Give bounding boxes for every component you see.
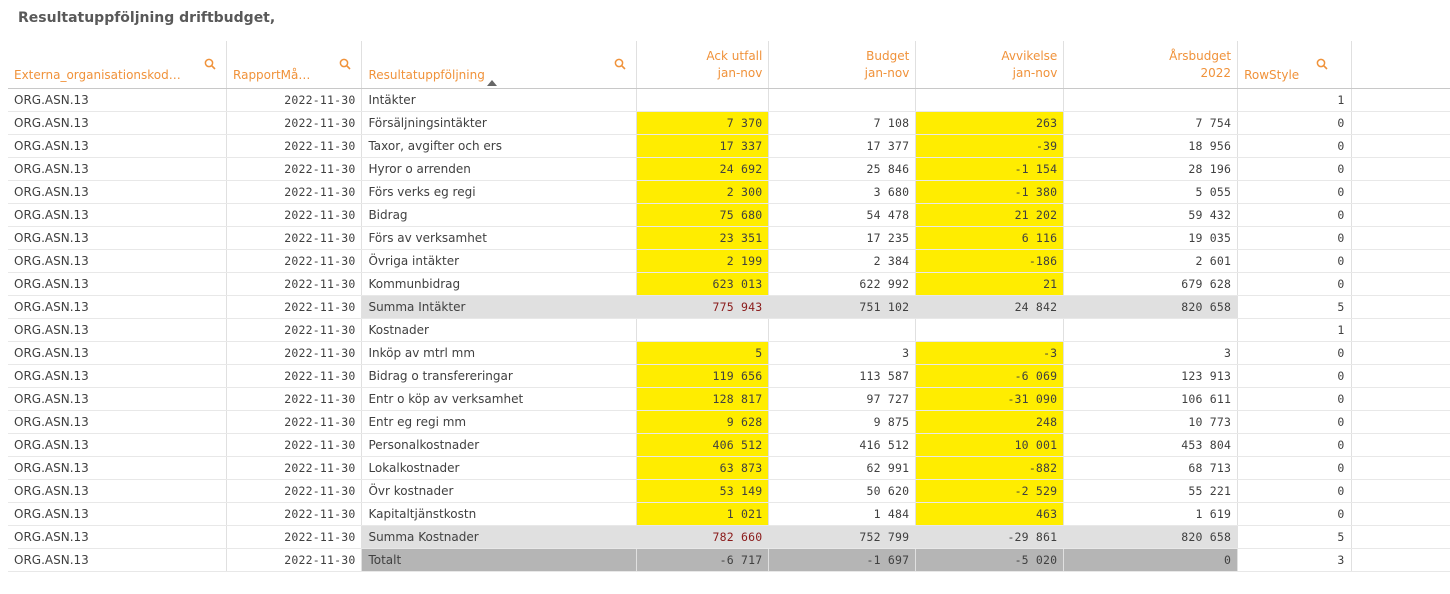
cell-ack-utfall[interactable]: 782 660 [637, 525, 769, 548]
cell-result[interactable]: Övr kostnader [362, 479, 637, 502]
cell-rowstyle[interactable]: 0 [1238, 479, 1351, 502]
cell-rowstyle[interactable]: 0 [1238, 111, 1351, 134]
cell-arsbudget[interactable]: 7 754 [1064, 111, 1238, 134]
cell-filler[interactable] [1351, 180, 1450, 203]
cell-result[interactable]: Hyror o arrenden [362, 157, 637, 180]
cell-avvikelse[interactable]: -3 [916, 341, 1064, 364]
cell-month[interactable]: 2022-11-30 [227, 364, 362, 387]
cell-arsbudget[interactable]: 55 221 [1064, 479, 1238, 502]
search-icon[interactable] [339, 58, 351, 70]
cell-rowstyle[interactable]: 0 [1238, 387, 1351, 410]
cell-rowstyle[interactable]: 5 [1238, 295, 1351, 318]
cell-org[interactable]: ORG.ASN.13 [8, 479, 227, 502]
cell-ack-utfall[interactable]: 2 300 [637, 180, 769, 203]
cell-month[interactable]: 2022-11-30 [227, 249, 362, 272]
cell-rowstyle[interactable]: 0 [1238, 226, 1351, 249]
column-header-avvikelse[interactable] [916, 41, 1064, 88]
cell-month[interactable]: 2022-11-30 [227, 180, 362, 203]
cell-budget[interactable]: 622 992 [769, 272, 916, 295]
cell-arsbudget[interactable]: 453 804 [1064, 433, 1238, 456]
table-row[interactable] [8, 502, 1450, 525]
header-row [8, 41, 1450, 88]
cell-month[interactable]: 2022-11-30 [227, 203, 362, 226]
cell-budget[interactable]: 50 620 [769, 479, 916, 502]
cell-rowstyle[interactable]: 0 [1238, 456, 1351, 479]
cell-budget[interactable]: 113 587 [769, 364, 916, 387]
cell-month[interactable]: 2022-11-30 [227, 456, 362, 479]
cell-arsbudget[interactable]: 820 658 [1064, 525, 1238, 548]
cell-avvikelse[interactable]: -882 [916, 456, 1064, 479]
cell-org[interactable]: ORG.ASN.13 [8, 525, 227, 548]
cell-result[interactable]: Förs av verksamhet [362, 226, 637, 249]
cell-arsbudget[interactable]: 2 601 [1064, 249, 1238, 272]
cell-month[interactable]: 2022-11-30 [227, 433, 362, 456]
cell-rowstyle[interactable]: 0 [1238, 433, 1351, 456]
table-row[interactable] [8, 88, 1450, 111]
column-filler [1351, 41, 1450, 88]
cell-month[interactable]: 2022-11-30 [227, 226, 362, 249]
cell-result[interactable]: Summa Intäkter [362, 295, 637, 318]
table-row[interactable] [8, 410, 1450, 433]
cell-budget[interactable]: 3 [769, 341, 916, 364]
table-row[interactable] [8, 387, 1450, 410]
cell-org[interactable]: ORG.ASN.13 [8, 364, 227, 387]
cell-org[interactable]: ORG.ASN.13 [8, 387, 227, 410]
cell-result[interactable]: Entr eg regi mm [362, 410, 637, 433]
cell-budget[interactable]: 1 484 [769, 502, 916, 525]
cell-rowstyle[interactable]: 1 [1238, 318, 1351, 341]
cell-filler[interactable] [1351, 134, 1450, 157]
cell-budget[interactable]: 62 991 [769, 456, 916, 479]
table-row[interactable] [8, 433, 1450, 456]
cell-org[interactable]: ORG.ASN.13 [8, 548, 227, 571]
cell-budget[interactable] [769, 88, 916, 111]
cell-arsbudget[interactable] [1064, 318, 1238, 341]
column-header-budget[interactable] [769, 41, 916, 88]
cell-ack-utfall[interactable]: 623 013 [637, 272, 769, 295]
column-avvikelse-label-line1: Avvikelse [1001, 48, 1058, 63]
cell-arsbudget[interactable]: 68 713 [1064, 456, 1238, 479]
cell-filler[interactable] [1351, 157, 1450, 180]
cell-result[interactable]: Personalkostnader [362, 433, 637, 456]
cell-rowstyle[interactable]: 0 [1238, 203, 1351, 226]
table-row[interactable] [8, 548, 1450, 571]
cell-filler[interactable] [1351, 203, 1450, 226]
cell-budget[interactable]: 7 108 [769, 111, 916, 134]
cell-result[interactable]: Entr o köp av verksamhet [362, 387, 637, 410]
cell-ack-utfall[interactable]: 119 656 [637, 364, 769, 387]
cell-filler[interactable] [1351, 341, 1450, 364]
column-ack-label-line2: jan-nov [717, 65, 763, 80]
cell-arsbudget[interactable]: 0 [1064, 548, 1238, 571]
cell-org[interactable]: ORG.ASN.13 [8, 88, 227, 111]
table-row[interactable] [8, 272, 1450, 295]
cell-filler[interactable] [1351, 226, 1450, 249]
cell-filler[interactable] [1351, 433, 1450, 456]
cell-rowstyle[interactable]: 0 [1238, 364, 1351, 387]
cell-ack-utfall[interactable] [637, 88, 769, 111]
cell-rowstyle[interactable]: 3 [1238, 548, 1351, 571]
cell-ack-utfall[interactable]: 17 337 [637, 134, 769, 157]
cell-arsbudget[interactable]: 3 [1064, 341, 1238, 364]
sheet-title: Resultatuppföljning driftbudget, [18, 10, 276, 26]
cell-month[interactable]: 2022-11-30 [227, 134, 362, 157]
cell-month[interactable]: 2022-11-30 [227, 88, 362, 111]
cell-arsbudget[interactable]: 106 611 [1064, 387, 1238, 410]
column-header-arsbudget[interactable] [1064, 41, 1238, 88]
table-row[interactable] [8, 456, 1450, 479]
cell-filler[interactable] [1351, 272, 1450, 295]
table-row[interactable] [8, 249, 1450, 272]
search-icon[interactable] [614, 58, 626, 70]
column-result-label: Resultatuppföljning [368, 67, 485, 82]
cell-ack-utfall[interactable]: 63 873 [637, 456, 769, 479]
cell-org[interactable]: ORG.ASN.13 [8, 226, 227, 249]
cell-month[interactable]: 2022-11-30 [227, 548, 362, 571]
cell-result[interactable]: Inköp av mtrl mm [362, 341, 637, 364]
cell-filler[interactable] [1351, 318, 1450, 341]
table-row[interactable] [8, 180, 1450, 203]
cell-ack-utfall[interactable]: 2 199 [637, 249, 769, 272]
cell-rowstyle[interactable]: 0 [1238, 180, 1351, 203]
cell-rowstyle[interactable]: 0 [1238, 134, 1351, 157]
column-rowstyle-label: RowStyle [1244, 67, 1300, 82]
cell-result[interactable]: Kapitaltjänstkostn [362, 502, 637, 525]
column-budget-label-line1: Budget [866, 48, 910, 63]
cell-result[interactable]: Övriga intäkter [362, 249, 637, 272]
cell-filler[interactable] [1351, 88, 1450, 111]
cell-ack-utfall[interactable]: 75 680 [637, 203, 769, 226]
cell-filler[interactable] [1351, 548, 1450, 571]
cell-org[interactable]: ORG.ASN.13 [8, 272, 227, 295]
cell-rowstyle[interactable]: 0 [1238, 341, 1351, 364]
cell-filler[interactable] [1351, 410, 1450, 433]
cell-ack-utfall[interactable]: 7 370 [637, 111, 769, 134]
cell-result[interactable]: Taxor, avgifter och ers [362, 134, 637, 157]
cell-budget[interactable]: -1 697 [769, 548, 916, 571]
cell-rowstyle[interactable]: 0 [1238, 502, 1351, 525]
cell-arsbudget[interactable]: 820 658 [1064, 295, 1238, 318]
cell-month[interactable]: 2022-11-30 [227, 295, 362, 318]
cell-arsbudget[interactable]: 123 913 [1064, 364, 1238, 387]
cell-ack-utfall[interactable]: 23 351 [637, 226, 769, 249]
cell-filler[interactable] [1351, 364, 1450, 387]
cell-result[interactable]: Bidrag o transfereringar [362, 364, 637, 387]
cell-arsbudget[interactable]: 19 035 [1064, 226, 1238, 249]
table-row[interactable] [8, 203, 1450, 226]
cell-ack-utfall[interactable] [637, 318, 769, 341]
search-icon[interactable] [204, 58, 216, 70]
cell-filler[interactable] [1351, 479, 1450, 502]
cell-month[interactable]: 2022-11-30 [227, 525, 362, 548]
cell-org[interactable]: ORG.ASN.13 [8, 410, 227, 433]
cell-result[interactable]: Försäljningsintäkter [362, 111, 637, 134]
cell-avvikelse[interactable]: -1 380 [916, 180, 1064, 203]
column-arsbudget-label-line2: 2022 [1200, 65, 1232, 80]
cell-org[interactable]: ORG.ASN.13 [8, 295, 227, 318]
cell-avvikelse[interactable]: 263 [916, 111, 1064, 134]
cell-filler[interactable] [1351, 502, 1450, 525]
cell-ack-utfall[interactable]: 128 817 [637, 387, 769, 410]
cell-rowstyle[interactable]: 0 [1238, 157, 1351, 180]
cell-org[interactable]: ORG.ASN.13 [8, 433, 227, 456]
cell-avvikelse[interactable]: 248 [916, 410, 1064, 433]
cell-avvikelse[interactable]: -29 861 [916, 525, 1064, 548]
table-row[interactable] [8, 111, 1450, 134]
column-month-label: RapportMå… [233, 67, 311, 82]
cell-ack-utfall[interactable]: 5 [637, 341, 769, 364]
cell-budget[interactable]: 751 102 [769, 295, 916, 318]
table-row[interactable] [8, 157, 1450, 180]
cell-arsbudget[interactable]: 10 773 [1064, 410, 1238, 433]
cell-ack-utfall[interactable]: 24 692 [637, 157, 769, 180]
cell-avvikelse[interactable]: 10 001 [916, 433, 1064, 456]
cell-avvikelse[interactable] [916, 318, 1064, 341]
cell-ack-utfall[interactable]: 406 512 [637, 433, 769, 456]
column-header-month[interactable] [227, 41, 362, 88]
cell-result[interactable]: Förs verks eg regi [362, 180, 637, 203]
cell-result[interactable]: Lokalkostnader [362, 456, 637, 479]
column-header-org[interactable] [8, 41, 227, 88]
cell-rowstyle[interactable]: 0 [1238, 410, 1351, 433]
cell-budget[interactable]: 416 512 [769, 433, 916, 456]
cell-ack-utfall[interactable]: 1 021 [637, 502, 769, 525]
cell-arsbudget[interactable]: 59 432 [1064, 203, 1238, 226]
column-header-result[interactable] [362, 41, 637, 88]
cell-avvikelse[interactable]: -1 154 [916, 157, 1064, 180]
cell-month[interactable]: 2022-11-30 [227, 341, 362, 364]
cell-ack-utfall[interactable]: 775 943 [637, 295, 769, 318]
column-avvikelse-label-line2: jan-nov [1012, 65, 1058, 80]
cell-budget[interactable]: 54 478 [769, 203, 916, 226]
cell-month[interactable]: 2022-11-30 [227, 318, 362, 341]
column-header-rowstyle[interactable] [1238, 41, 1351, 88]
cell-avvikelse[interactable]: -39 [916, 134, 1064, 157]
cell-ack-utfall[interactable]: 53 149 [637, 479, 769, 502]
cell-avvikelse[interactable]: -5 020 [916, 548, 1064, 571]
cell-arsbudget[interactable] [1064, 88, 1238, 111]
cell-rowstyle[interactable]: 0 [1238, 249, 1351, 272]
cell-budget[interactable]: 17 235 [769, 226, 916, 249]
cell-avvikelse[interactable]: -186 [916, 249, 1064, 272]
table-row[interactable] [8, 295, 1450, 318]
cell-org[interactable]: ORG.ASN.13 [8, 180, 227, 203]
cell-result[interactable]: Summa Kostnader [362, 525, 637, 548]
column-budget-label-line2: jan-nov [864, 65, 910, 80]
table-row[interactable] [8, 525, 1450, 548]
cell-budget[interactable]: 3 680 [769, 180, 916, 203]
table-row[interactable] [8, 226, 1450, 249]
table-row[interactable] [8, 318, 1450, 341]
cell-budget[interactable]: 9 875 [769, 410, 916, 433]
cell-avvikelse[interactable]: 6 116 [916, 226, 1064, 249]
cell-rowstyle[interactable]: 5 [1238, 525, 1351, 548]
cell-month[interactable]: 2022-11-30 [227, 272, 362, 295]
cell-org[interactable]: ORG.ASN.13 [8, 134, 227, 157]
cell-result[interactable]: Bidrag [362, 203, 637, 226]
cell-avvikelse[interactable]: -31 090 [916, 387, 1064, 410]
cell-filler[interactable] [1351, 525, 1450, 548]
cell-result[interactable]: Kostnader [362, 318, 637, 341]
cell-filler[interactable] [1351, 456, 1450, 479]
cell-org[interactable]: ORG.ASN.13 [8, 318, 227, 341]
cell-avvikelse[interactable]: 21 [916, 272, 1064, 295]
cell-result[interactable]: Totalt [362, 548, 637, 571]
cell-org[interactable]: ORG.ASN.13 [8, 203, 227, 226]
search-icon[interactable] [1316, 58, 1328, 70]
cell-budget[interactable] [769, 318, 916, 341]
cell-org[interactable]: ORG.ASN.13 [8, 456, 227, 479]
cell-arsbudget[interactable]: 679 628 [1064, 272, 1238, 295]
table-row[interactable] [8, 364, 1450, 387]
cell-budget[interactable]: 97 727 [769, 387, 916, 410]
cell-arsbudget[interactable]: 1 619 [1064, 502, 1238, 525]
table-row[interactable] [8, 341, 1450, 364]
cell-avvikelse[interactable]: -6 069 [916, 364, 1064, 387]
cell-avvikelse[interactable] [916, 88, 1064, 111]
column-org-label: Externa_organisationskod… [14, 67, 181, 82]
cell-month[interactable]: 2022-11-30 [227, 111, 362, 134]
cell-month[interactable]: 2022-11-30 [227, 157, 362, 180]
cell-avvikelse[interactable]: -2 529 [916, 479, 1064, 502]
cell-filler[interactable] [1351, 387, 1450, 410]
cell-avvikelse[interactable]: 24 842 [916, 295, 1064, 318]
cell-month[interactable]: 2022-11-30 [227, 387, 362, 410]
table-row[interactable] [8, 479, 1450, 502]
result-table[interactable] [8, 41, 1450, 572]
column-arsbudget-label-line1: Årsbudget [1169, 48, 1232, 63]
cell-month[interactable]: 2022-11-30 [227, 502, 362, 525]
cell-month[interactable]: 2022-11-30 [227, 410, 362, 433]
column-header-ack[interactable] [637, 41, 769, 88]
sort-ascending-icon[interactable] [487, 80, 497, 86]
cell-rowstyle[interactable]: 1 [1238, 88, 1351, 111]
cell-budget[interactable]: 752 799 [769, 525, 916, 548]
cell-filler[interactable] [1351, 111, 1450, 134]
cell-budget[interactable]: 17 377 [769, 134, 916, 157]
cell-arsbudget[interactable]: 28 196 [1064, 157, 1238, 180]
cell-filler[interactable] [1351, 249, 1450, 272]
cell-org[interactable]: ORG.ASN.13 [8, 249, 227, 272]
cell-month[interactable]: 2022-11-30 [227, 479, 362, 502]
cell-budget[interactable]: 25 846 [769, 157, 916, 180]
cell-arsbudget[interactable]: 18 956 [1064, 134, 1238, 157]
cell-filler[interactable] [1351, 295, 1450, 318]
cell-avvikelse[interactable]: 21 202 [916, 203, 1064, 226]
cell-org[interactable]: ORG.ASN.13 [8, 111, 227, 134]
cell-org[interactable]: ORG.ASN.13 [8, 157, 227, 180]
cell-avvikelse[interactable]: 463 [916, 502, 1064, 525]
cell-org[interactable]: ORG.ASN.13 [8, 502, 227, 525]
cell-ack-utfall[interactable]: -6 717 [637, 548, 769, 571]
cell-org[interactable]: ORG.ASN.13 [8, 341, 227, 364]
column-ack-label-line1: Ack utfall [706, 48, 763, 63]
cell-budget[interactable]: 2 384 [769, 249, 916, 272]
cell-ack-utfall[interactable]: 9 628 [637, 410, 769, 433]
cell-rowstyle[interactable]: 0 [1238, 272, 1351, 295]
table-row[interactable] [8, 134, 1450, 157]
cell-result[interactable]: Intäkter [362, 88, 637, 111]
cell-arsbudget[interactable]: 5 055 [1064, 180, 1238, 203]
cell-result[interactable]: Kommunbidrag [362, 272, 637, 295]
